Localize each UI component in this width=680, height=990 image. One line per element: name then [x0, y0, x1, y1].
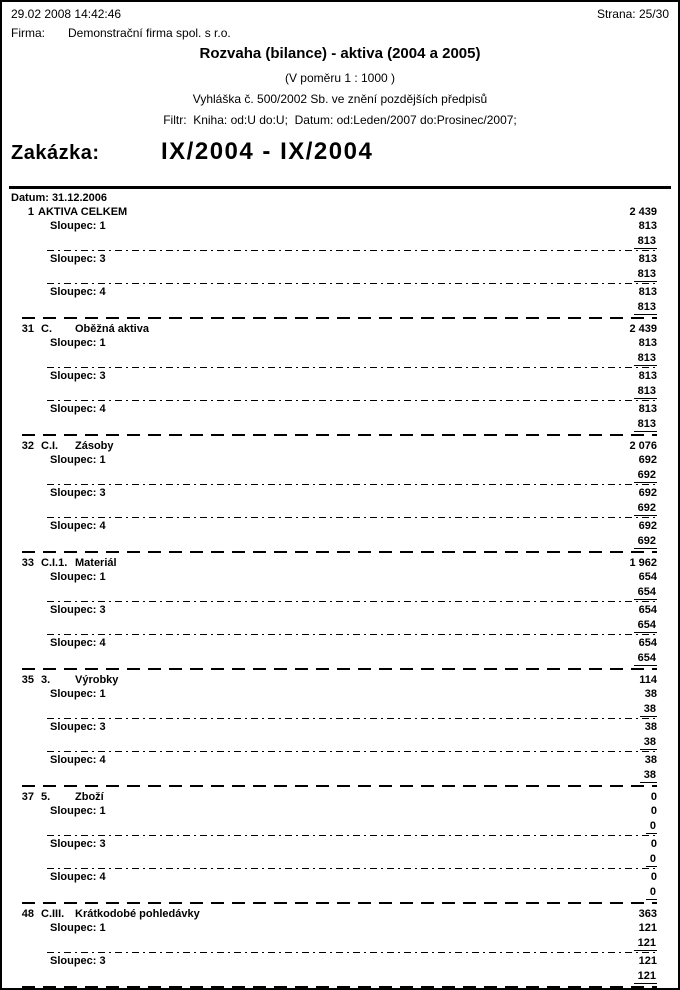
column-value-1: 654	[638, 571, 657, 583]
column-label: Sloupec: 1	[50, 688, 106, 700]
column-label: Sloupec: 3	[50, 838, 106, 850]
column-value-2: 0	[646, 885, 657, 900]
column-value-row	[10, 852, 657, 867]
ratio-note: (V poměru 1 : 1000 )	[284, 71, 396, 85]
item-title-row	[10, 322, 657, 336]
page-number: Strana: 25/30	[596, 7, 669, 21]
column-value-row	[10, 300, 657, 315]
item-name: Zásoby	[75, 440, 114, 452]
column-value-2: 813	[634, 351, 657, 366]
item-number: 35	[21, 674, 34, 686]
item-total: 363	[638, 908, 657, 920]
item-number: 48	[21, 908, 34, 920]
report-item	[10, 673, 657, 787]
column-label: Sloupec: 4	[50, 403, 106, 415]
column-value-1: 692	[638, 454, 657, 466]
sub-divider	[47, 601, 657, 602]
column-value-row	[10, 234, 657, 249]
column-value-1: 654	[638, 604, 657, 616]
sub-divider	[47, 283, 657, 284]
item-divider	[22, 986, 657, 988]
column-value-1: 692	[638, 520, 657, 532]
column-value-1: 121	[638, 955, 657, 967]
sub-divider	[47, 952, 657, 953]
item-total: 2 076	[629, 440, 657, 452]
column-value-2: 813	[634, 300, 657, 315]
column-label: Sloupec: 3	[50, 253, 106, 265]
column-label: Sloupec: 4	[50, 871, 106, 883]
item-divider	[22, 668, 657, 670]
column-label-row	[10, 486, 657, 501]
item-total: 114	[639, 674, 657, 686]
item-code: 5.	[41, 791, 51, 803]
report-item	[10, 790, 657, 904]
column-label-row	[10, 804, 657, 819]
column-label: Sloupec: 4	[50, 520, 106, 532]
column-label: Sloupec: 1	[50, 454, 106, 466]
column-label-row	[10, 954, 657, 969]
column-label: Sloupec: 1	[50, 337, 106, 349]
sub-divider	[47, 517, 657, 518]
report-item	[10, 205, 657, 319]
column-label-row	[10, 519, 657, 534]
item-title-row	[10, 439, 657, 453]
column-label-row	[10, 720, 657, 735]
sub-divider	[47, 250, 657, 251]
item-number: 33	[21, 557, 34, 569]
column-value-row	[10, 468, 657, 483]
column-label: Sloupec: 3	[50, 487, 106, 499]
column-label: Sloupec: 3	[50, 721, 106, 733]
item-title-row	[10, 790, 657, 804]
page-header	[11, 8, 669, 21]
item-name: Výrobky	[75, 674, 119, 686]
report-item	[10, 322, 657, 436]
sub-divider	[47, 367, 657, 368]
column-value-2: 38	[640, 702, 657, 717]
column-value-2: 38	[640, 768, 657, 783]
column-value-1: 38	[644, 721, 657, 733]
sub-divider	[47, 751, 657, 752]
column-value-row	[10, 267, 657, 282]
item-name: Oběžná aktiva	[75, 323, 149, 335]
column-value-2: 692	[634, 468, 657, 483]
column-value-1: 692	[638, 487, 657, 499]
column-value-row	[10, 702, 657, 717]
column-value-row	[10, 585, 657, 600]
sub-divider	[47, 484, 657, 485]
item-divider	[22, 434, 657, 436]
column-label-row	[10, 753, 657, 768]
report-item	[10, 907, 657, 988]
column-label-row	[10, 453, 657, 468]
item-code: C.I.1.	[41, 557, 68, 569]
item-number: 1	[27, 206, 34, 218]
sub-divider	[47, 634, 657, 635]
column-value-2: 0	[646, 852, 657, 867]
column-value-1: 654	[638, 637, 657, 649]
header-divider	[9, 186, 671, 189]
column-value-row	[10, 417, 657, 432]
filter-note: Filtr: Kniha: od:U do:U; Datum: od:Leden/2007 do:Prosinec/2007;	[163, 113, 517, 127]
item-name: Krátkodobé pohledávky	[75, 908, 200, 920]
column-value-row	[10, 885, 657, 900]
column-value-1: 813	[638, 253, 657, 265]
column-label: Sloupec: 4	[50, 286, 106, 298]
column-value-row	[10, 618, 657, 633]
column-value-2: 692	[634, 501, 657, 516]
column-value-2: 654	[634, 651, 657, 666]
item-code: C.	[41, 323, 52, 335]
column-value-row	[10, 768, 657, 783]
report-date: Datum: 31.12.2006	[11, 192, 107, 204]
firm-name: Demonstrační firma spol. s r.o.	[68, 26, 231, 40]
column-value-row	[10, 501, 657, 516]
report-item	[10, 556, 657, 670]
column-label: Sloupec: 4	[50, 637, 106, 649]
column-value-2: 121	[634, 936, 657, 951]
sub-divider	[47, 718, 657, 719]
column-value-1: 38	[644, 688, 657, 700]
sub-divider	[47, 868, 657, 869]
column-value-1: 38	[644, 754, 657, 766]
column-label-row	[10, 219, 657, 234]
column-value-row	[10, 819, 657, 834]
sub-divider	[47, 835, 657, 836]
column-label-row	[10, 870, 657, 885]
item-divider	[22, 551, 657, 553]
column-value-2: 38	[640, 735, 657, 750]
column-label: Sloupec: 1	[50, 571, 106, 583]
column-label: Sloupec: 4	[50, 754, 106, 766]
report-item	[10, 439, 657, 553]
column-value-1: 121	[638, 922, 657, 934]
column-value-2: 813	[634, 417, 657, 432]
decree-note: Vyhláška č. 500/2002 Sb. ve znění pozdějších předpisů	[192, 92, 488, 106]
column-label: Sloupec: 1	[50, 922, 106, 934]
report-body	[2, 205, 678, 988]
order-row	[11, 138, 669, 166]
column-label-row	[10, 603, 657, 618]
column-value-2: 654	[634, 585, 657, 600]
report-datetime: 29.02 2008 14:42:46	[11, 7, 122, 21]
column-value-row	[10, 384, 657, 399]
item-title-row	[10, 907, 657, 921]
column-value-2: 813	[634, 384, 657, 399]
item-divider	[22, 317, 657, 319]
column-value-2: 121	[634, 969, 657, 984]
column-label: Sloupec: 3	[50, 370, 106, 382]
order-value: IX/2004 - IX/2004	[161, 138, 374, 165]
column-value-1: 813	[638, 220, 657, 232]
item-name: Zboží	[75, 791, 104, 803]
column-label-row	[10, 252, 657, 267]
column-value-row	[10, 351, 657, 366]
item-title-row	[10, 673, 657, 687]
column-label-row	[10, 285, 657, 300]
column-value-1: 813	[638, 403, 657, 415]
item-title-row	[10, 556, 657, 570]
firm-row	[11, 27, 669, 40]
column-value-1: 0	[650, 805, 657, 817]
column-label-row	[10, 369, 657, 384]
column-value-2: 692	[634, 534, 657, 549]
column-label-row	[10, 336, 657, 351]
column-value-row	[10, 534, 657, 549]
column-label-row	[10, 570, 657, 585]
column-value-2: 0	[646, 819, 657, 834]
firm-label: Firma:	[11, 26, 45, 40]
column-value-row	[10, 735, 657, 750]
item-total: 0	[650, 791, 657, 803]
column-label-row	[10, 687, 657, 702]
item-code: 3.	[41, 674, 51, 686]
sub-divider	[47, 400, 657, 401]
column-label-row	[10, 636, 657, 651]
column-value-2: 813	[634, 267, 657, 282]
item-divider	[22, 785, 657, 787]
column-value-row	[10, 969, 657, 984]
column-value-1: 813	[638, 337, 657, 349]
item-total: 1 962	[629, 557, 657, 569]
column-label: Sloupec: 1	[50, 805, 106, 817]
item-total: 2 439	[629, 206, 657, 218]
report-title: Rozvaha (bilance) - aktiva (2004 a 2005)	[199, 45, 481, 62]
item-code: C.I.	[41, 440, 59, 452]
order-label: Zakázka:	[11, 142, 100, 164]
column-value-1: 813	[638, 370, 657, 382]
item-divider	[22, 902, 657, 904]
column-label-row	[10, 402, 657, 417]
item-number: 31	[21, 323, 34, 335]
column-label: Sloupec: 3	[50, 955, 106, 967]
item-code: C.III.	[41, 908, 65, 920]
item-title-row	[10, 205, 657, 219]
item-number: 32	[21, 440, 34, 452]
column-label: Sloupec: 3	[50, 604, 106, 616]
column-label: Sloupec: 1	[50, 220, 106, 232]
column-value-2: 654	[634, 618, 657, 633]
column-value-1: 0	[650, 871, 657, 883]
column-value-row	[10, 651, 657, 666]
column-label-row	[10, 837, 657, 852]
column-value-1: 813	[638, 286, 657, 298]
column-value-1: 0	[650, 838, 657, 850]
item-name: AKTIVA CELKEM	[38, 206, 128, 218]
item-number: 37	[21, 791, 34, 803]
column-value-2: 813	[634, 234, 657, 249]
column-value-row	[10, 936, 657, 951]
item-name: Materiál	[75, 557, 117, 569]
column-label-row	[10, 921, 657, 936]
item-total: 2 439	[629, 323, 657, 335]
